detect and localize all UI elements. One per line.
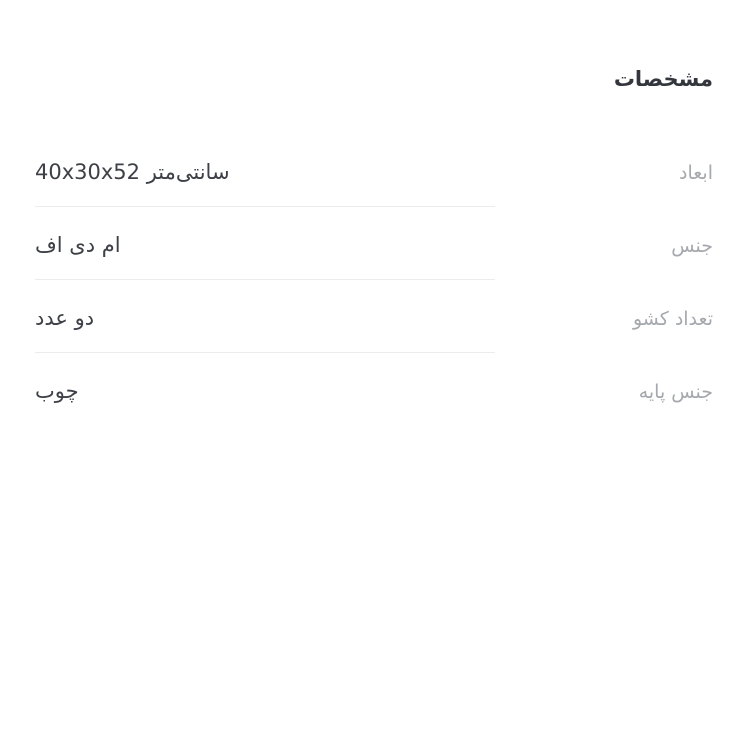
spec-value-drawer-count (35, 286, 495, 353)
spec-value-text: ام دی اف (35, 232, 121, 257)
specs-table (35, 134, 713, 426)
spec-label-dimensions: ابعاد (679, 161, 713, 184)
specs-section-title: مشخصات (613, 67, 713, 91)
spec-label-material: جنس (671, 234, 713, 257)
spec-label-base-material: جنس پایه (638, 380, 713, 403)
spec-row-drawer-count (35, 280, 713, 353)
spec-value-material (35, 213, 495, 280)
spec-row-base-material (35, 353, 713, 426)
spec-value-dimensions (35, 140, 495, 207)
spec-row-material (35, 207, 713, 280)
spec-label-drawer-count: تعداد کشو (632, 307, 713, 330)
spec-row-dimensions (35, 134, 713, 207)
spec-value-text: چوب (35, 379, 79, 404)
spec-value-base-material (35, 359, 495, 426)
spec-value-text: 40x30x52 سانتی‌متر (35, 159, 230, 184)
spec-value-text: دو عدد (35, 305, 95, 330)
